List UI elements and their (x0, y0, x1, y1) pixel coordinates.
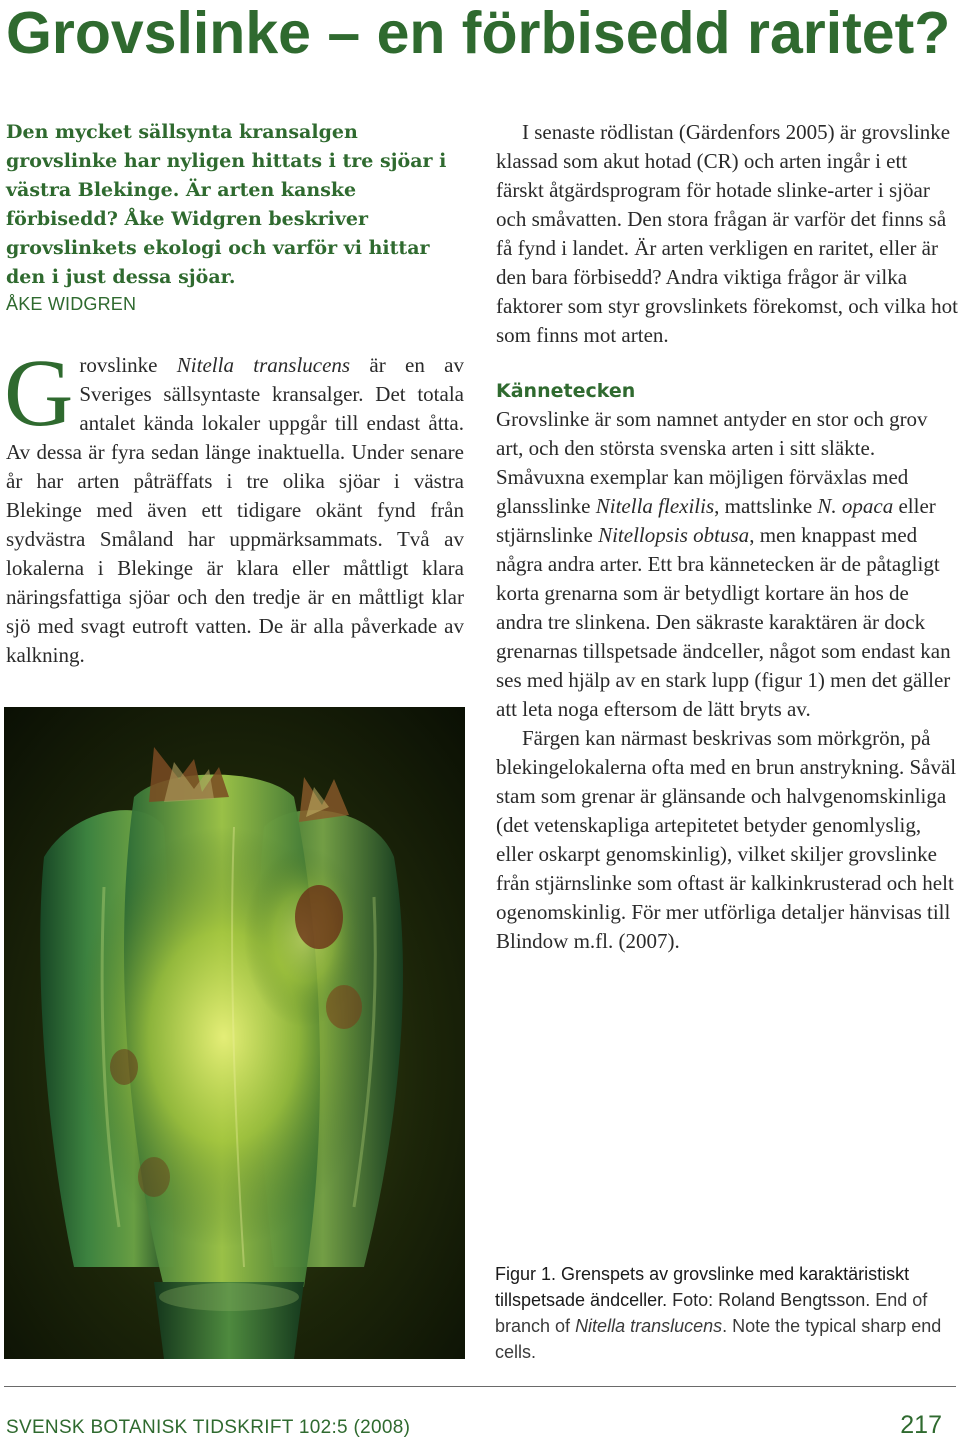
article-lede: Den mycket sällsynta kransalgen grovslinke har nyligen hittats i tre sjöar i västra Blekinge. Är arten kanske förbisedd? Åke Widgren beskriver grovslinkets ekologi och varför vi hittar den i just dessa sjöar. (6, 121, 447, 288)
author-byline: ÅKE WIDGREN (6, 294, 137, 314)
text-run: , mattslinke (714, 494, 818, 518)
intro-paragraph (4, 339, 464, 670)
text-run: Grovslinke är som namnet antyder en stor och grov art, och den största svenska arten i sitt släkte. Småvuxna exemplar kan möjligen förväxlas med glansslinke (496, 407, 928, 518)
drop-cap: G (4, 339, 74, 446)
photo-credit: Foto: Roland Bengtsson. (667, 1290, 871, 1310)
page-number: 217 (900, 1411, 942, 1439)
intro-lead-text: rovslinke (79, 353, 177, 377)
caption-english-end: . Note the typical sharp end cells. (495, 1316, 942, 1362)
text-run: eller stjärnslinke (496, 494, 936, 547)
species-name: Nitella flexilis (595, 494, 715, 518)
caption-english: End of branch of (495, 1290, 928, 1336)
right-column (496, 118, 960, 956)
article-title: Grovslinke – en förbisedd raritet? (6, 0, 951, 66)
paragraph-kannetecken (496, 405, 960, 724)
figure-photo (4, 707, 465, 1359)
footer-divider (4, 1386, 956, 1387)
figure-caption (495, 1261, 957, 1365)
text-run: , men knappast med några andra arter. Ett bra kännetecken är de påtagligt korta grenarna som är betydligt kortare än hos de andra tre slinkena. Den säkraste karaktären är dock grenarnas tillspetsade ändceller, något som endast kan ses med hjälp av en stark lupp (figur 1) men det gäller att leta noga eftersom de lätt bryts av. (496, 523, 951, 721)
paragraph-color: Färgen kan närmast beskrivas som mörkgrön, på blekingelokalerna ofta med en brun anstrykning. Såväl stam som grenar är glänsande och halvgenomskinliga (det vetenskapliga artepitetet betyder genomlyslig, eller oskarpt genomskinlig), vilket skiljer grovslinke från stjärnslinke som oftast är kalkinkrusterad och helt ogenomskinlig. För mer utförliga detaljer hänvisas till Blindow m.fl. (2007). (496, 726, 957, 953)
species-name: N. opaca (817, 494, 894, 518)
intro-rest: är en av Sveriges sällsyntaste kransalger. Det totala antalet kända lokaler uppgår till endast åtta. Av dessa är fyra sedan länge inaktuella. Under senare år har arten påträffats i tre olika sjöar i västra Blekinge med även ett tidigare okänt fynd från sydvästra Småland har uppmärksammats. Två av lokalerna i Blekinge är klara eller måttligt klara näringsfattiga sjöar och den tredje är en måttligt klar sjö med svagt eutroft vatten. De är alla påverkade av kalkning. (6, 353, 464, 667)
paragraph-redlist: I senaste rödlistan (Gärdenfors 2005) är grovslinke klassad som akut hotad (CR) och arten ingår i ett färskt åtgärdsprogram för hotade slinke-arter i sjöar och småvatten. Den stora frågan är varför det finns så få fynd i landet. Är arten verkligen en raritet, eller är den bara förbisedd? Andra viktiga frågor är vilka faktorer som styr grovslinkets förekomst, och vilka hot som finns mot arten. (496, 120, 958, 347)
section-heading-kannetecken: Kännetecken (496, 380, 636, 402)
charophyte-photo-illustration (4, 707, 465, 1359)
species-name: Nitella translucens (176, 353, 351, 377)
journal-name: SVENSK BOTANISK TIDSKRIFT 102:5 (2008) (6, 1417, 411, 1438)
caption-title: Figur 1. Grenspets av grovslinke med karaktäristiskt tillspetsade ändceller. (495, 1264, 910, 1310)
species-name: Nitellopsis obtusa (598, 523, 750, 547)
species-name: Nitella translucens (575, 1316, 723, 1336)
